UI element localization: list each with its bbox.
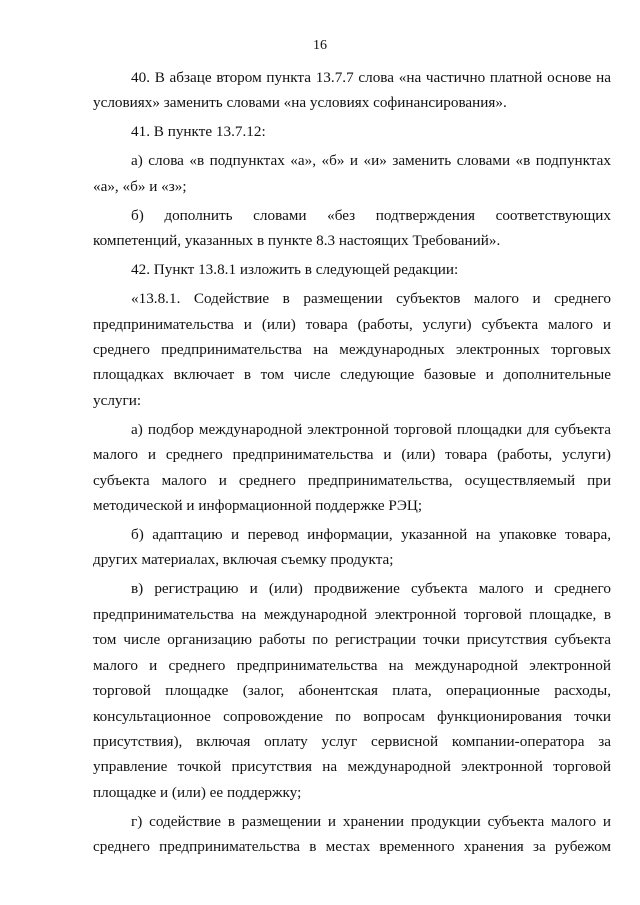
paragraph-40: 40. В абзаце втором пункта 13.7.7 слова «на частично платной основе на условиях» заменить словами «на условиях софинансирования».: [93, 69, 611, 112]
paragraph-13-8-1-g: г) содействие в размещении и хранении продукции субъекта малого и среднего предпринимательства в местах временного хранения за рубежом: [93, 812, 611, 856]
paragraph-13-8-1-b: б) адаптацию и перевод информации, указанной на упаковке товара, других материалах, включая съемку продукта;: [93, 526, 611, 569]
document-body: [93, 65, 611, 863]
paragraph-42: 42. Пункт 13.8.1 изложить в следующей редакции:: [131, 261, 459, 279]
page-number: 16: [313, 38, 327, 53]
paragraph-13-8-1-a: а) подбор международной электронной торговой площадки для субъекта малого и среднего предпринимательства и (или) товара (работы, услуги) субъекта малого и среднего предпринимательства, осуществляемый при методической и информационной поддержке РЭЦ;: [93, 420, 611, 515]
paragraph-41-b: б) дополнить словами «без подтверждения соответствующих компетенций, указанных в пункте 8.3 настоящих Требований».: [93, 206, 611, 250]
paragraph-13-8-1: «13.8.1. Содействие в размещении субъектов малого и среднего предпринимательства и (или) товара (работы, услуги) субъекта малого и среднего предпринимательства на международных электронных торговых площадках включает в том числе следующие базовые и дополнительные услуги:: [93, 290, 611, 409]
paragraph-41: 41. В пункте 13.7.12:: [131, 123, 266, 141]
paragraph-13-8-1-v: в) регистрацию и (или) продвижение субъекта малого и среднего предпринимательства на международной электронной торговой площадке, в том числе организацию работы по регистрации точки присутствия субъекта малого и среднего предпринимательства на международной электронной торговой площадке (залог, абонентская плата, операционные расходы, консультационное сопровождение по вопросам функционирования точки присутствия), включая оплату услуг сервисной компании-оператора за управление точкой присутствия на международной электронной торговой площадке и (или) ее поддержку;: [93, 580, 611, 801]
paragraph-41-a: а) слова «в подпунктах «а», «б» и «и» заменить словами «в подпунктах «а», «б» и «з»;: [93, 152, 611, 195]
